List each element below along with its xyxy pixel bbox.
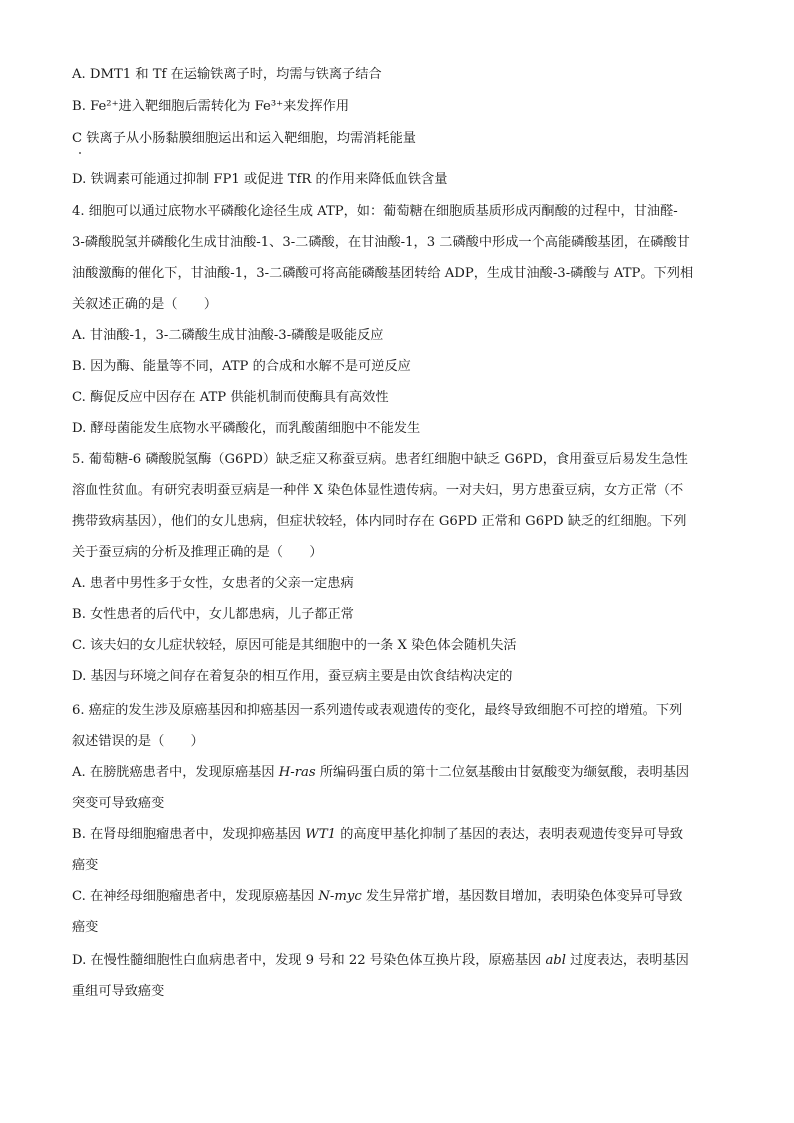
q5-stem-line: 关于蚕豆病的分析及推理正确的是（ ） bbox=[72, 545, 323, 560]
q4-option-b: B. 因为酶、能量等不同，ATP 的合成和水解不是可逆反应 bbox=[72, 359, 411, 374]
q5-stem-line: 携带致病基因），他们的女儿患病，但症状较轻，体内同时存在 G6PD 正常和 G6PD 缺乏的红细胞。下列 bbox=[72, 514, 687, 529]
q6-stem-line: 6. 癌症的发生涉及原癌基因和抑癌基因一系列遗传或表观遗传的变化，最终导致细胞不可控的增殖。下列 bbox=[72, 703, 683, 718]
q3-option-a: A. DMT1 和 Tf 在运输铁离子时，均需与铁离子结合 bbox=[72, 67, 382, 82]
q5-stem-line: 5. 葡萄糖-6 磷酸脱氢酶（G6PD）缺乏症又称蚕豆病。患者红细胞中缺乏 G6PD，食用蚕豆后易发生急性 bbox=[72, 452, 688, 467]
q3-option-d: D. 铁调素可能通过抑制 FP1 或促进 TfR 的作用来降低血铁含量 bbox=[72, 172, 448, 187]
q3-option-b: B. Fe²⁺进入靶细胞后需转化为 Fe³⁺来发挥作用 bbox=[72, 99, 350, 114]
q6-option-d-cont: 重组可导致癌变 bbox=[72, 984, 165, 999]
gene-name: abl bbox=[545, 953, 566, 968]
q6-option-b: B. 在肾母细胞瘤患者中，发现抑癌基因 WT1 的高度甲基化抑制了基因的表达，表明表观遗传变异可导致 bbox=[72, 827, 684, 842]
q6-stem-line: 叙述错误的是（ ） bbox=[72, 734, 204, 749]
q5-option-c: C. 该夫妇的女儿症状较轻，原因可能是其细胞中的一条 X 染色体会随机失活 bbox=[72, 638, 517, 653]
q4-option-c: C. 酶促反应中因存在 ATP 供能机制而使酶具有高效性 bbox=[72, 390, 389, 405]
q5-option-d: D. 基因与环境之间存在着复杂的相互作用，蚕豆病主要是由饮食结构决定的 bbox=[72, 669, 513, 684]
q5-stem-line: 溶血性贫血。有研究表明蚕豆病是一种伴 X 染色体显性遗传病。一对夫妇，男方患蚕豆病，女方正常（不 bbox=[72, 483, 684, 498]
stray-dot-mark bbox=[79, 152, 81, 154]
q5-option-a: A. 患者中男性多于女性，女患者的父亲一定患病 bbox=[72, 576, 354, 591]
q4-stem-line: 4. 细胞可以通过底物水平磷酸化途径生成 ATP，如：葡萄糖在细胞质基质形成丙酮酸的过程中，甘油醛- bbox=[72, 204, 678, 219]
q6-option-c: C. 在神经母细胞瘤患者中，发现原癌基因 N-myc 发生异常扩增，基因数目增加，表明染色体变异可导致 bbox=[72, 889, 683, 904]
q6-option-a: A. 在膀胱癌患者中，发现原癌基因 H-ras 所编码蛋白质的第十二位氨基酸由甘氨酸变为缬氨酸，表明基因 bbox=[72, 765, 690, 780]
q6-option-d: D. 在慢性髓细胞性白血病患者中，发现 9 号和 22 号染色体互换片段，原癌基因 abl 过度表达，表明基因 bbox=[72, 953, 689, 968]
q6-option-a-cont: 突变可导致癌变 bbox=[72, 796, 165, 811]
q6-option-c-cont: 癌变 bbox=[72, 920, 99, 935]
gene-name: WT1 bbox=[305, 827, 337, 842]
q4-stem-line: 油酸激酶的催化下，甘油酸-1，3-二磷酸可将高能磷酸基团转给 ADP，生成甘油酸-3-磷酸与 ATP。下列相 bbox=[72, 266, 694, 281]
q5-option-b: B. 女性患者的后代中，女儿都患病，儿子都正常 bbox=[72, 607, 354, 622]
q4-stem-line: 3-磷酸脱氢并磷酸化生成甘油酸-1、3-二磷酸，在甘油酸-1，3 二磷酸中形成一个高能磷酸基团，在磷酸甘 bbox=[72, 235, 690, 250]
q6-option-b-cont: 癌变 bbox=[72, 858, 99, 873]
q4-option-d: D. 酵母菌能发生底物水平磷酸化，而乳酸菌细胞中不能发生 bbox=[72, 421, 421, 436]
q3-option-c: C 铁离子从小肠黏膜细胞运出和运入靶细胞，均需消耗能量 bbox=[72, 131, 416, 146]
gene-name: N-myc bbox=[318, 889, 362, 904]
gene-name: H-ras bbox=[278, 765, 316, 780]
q4-option-a: A. 甘油酸-1，3-二磷酸生成甘油酸-3-磷酸是吸能反应 bbox=[72, 328, 384, 343]
q4-stem-line: 关叙述正确的是（ ） bbox=[72, 297, 218, 312]
